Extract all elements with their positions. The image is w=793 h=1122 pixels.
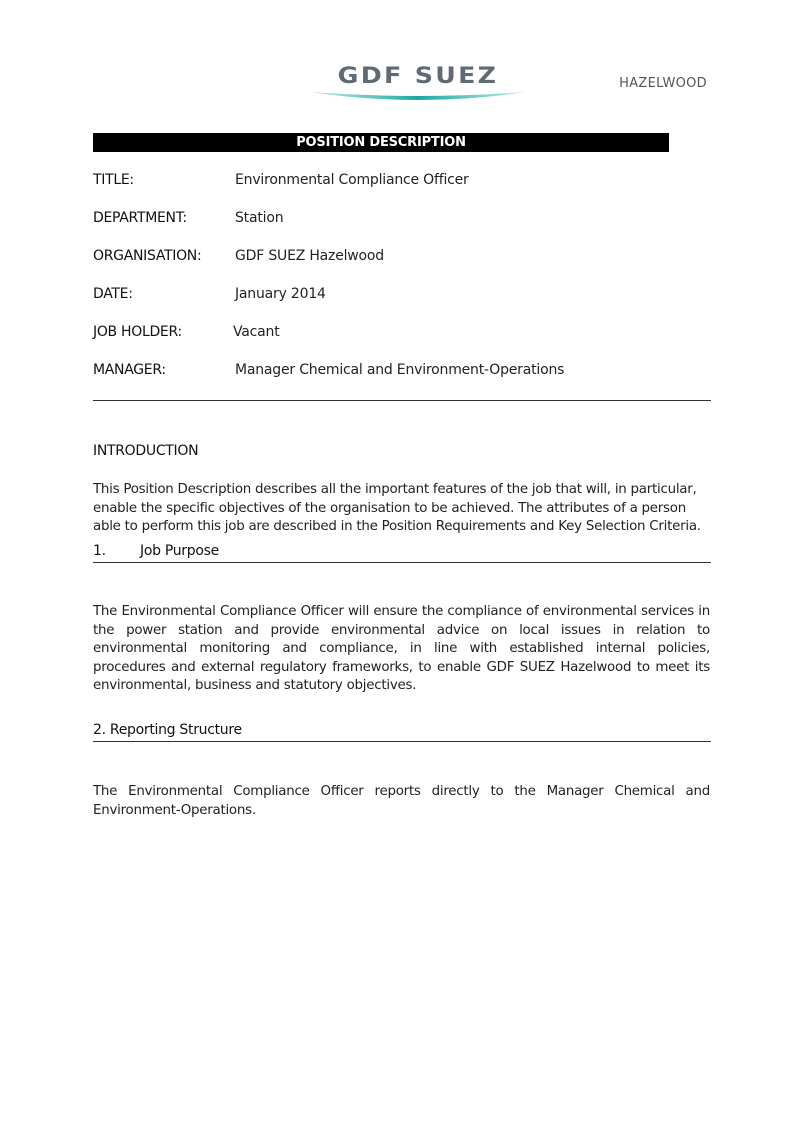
- field-title: [93, 172, 713, 192]
- logo-wordmark: GDF SUEZ: [337, 64, 499, 89]
- section-title: Job Purpose: [140, 543, 219, 559]
- field-job-holder: [93, 324, 713, 344]
- field-value: Manager Chemical and Environment-Operations: [235, 362, 565, 378]
- divider: [93, 400, 711, 401]
- divider: [93, 562, 711, 563]
- introduction-heading: INTRODUCTION: [93, 443, 199, 459]
- field-value: GDF SUEZ Hazelwood: [235, 248, 384, 264]
- field-value: Vacant: [233, 324, 280, 340]
- logo-swoosh-icon: [306, 86, 530, 104]
- position-description-title: POSITION DESCRIPTION: [93, 133, 669, 152]
- field-label: TITLE:: [93, 172, 134, 188]
- section-number: 1.: [93, 543, 106, 559]
- reporting-structure-paragraph: The Environmental Compliance Officer reports directly to the Manager Chemical and Environment-Operations.: [93, 784, 710, 818]
- field-department: [93, 210, 713, 230]
- reporting-structure-heading: 2. Reporting Structure: [93, 722, 242, 738]
- company-logo: [306, 64, 530, 106]
- field-label: DEPARTMENT:: [93, 210, 187, 226]
- introduction-paragraph: [93, 481, 710, 537]
- field-manager: [93, 362, 713, 382]
- field-label: DATE:: [93, 286, 133, 302]
- job-purpose-paragraph: The Environmental Compliance Officer will ensure the compliance of environmental services in the power station and provide environmental advice on local issues in relation to environmental monitoring and compliance, in line with established internal policies, procedures and external regulatory frameworks, to enable GDF SUEZ Hazelwood to meet its environmental, business and statutory objectives.: [93, 604, 710, 693]
- field-value: January 2014: [235, 286, 326, 302]
- introduction-line: This Position Description describes all the important features of the job that will, in particular,: [93, 482, 697, 497]
- field-label: MANAGER:: [93, 362, 166, 378]
- job-purpose-heading: [93, 543, 219, 559]
- field-organisation: [93, 248, 713, 268]
- field-value: Station: [235, 210, 284, 226]
- field-label: JOB HOLDER:: [93, 324, 182, 340]
- field-label: ORGANISATION:: [93, 248, 202, 264]
- field-value: Environmental Compliance Officer: [235, 172, 469, 188]
- introduction-line: enable the specific objectives of the organisation to be achieved. The attributes of a person: [93, 500, 686, 516]
- field-date: [93, 286, 713, 306]
- introduction-line: able to perform this job are described in the Position Requirements and Key Selection Criteria.: [93, 519, 701, 534]
- site-name: HAZELWOOD: [619, 76, 707, 91]
- divider: [93, 741, 711, 742]
